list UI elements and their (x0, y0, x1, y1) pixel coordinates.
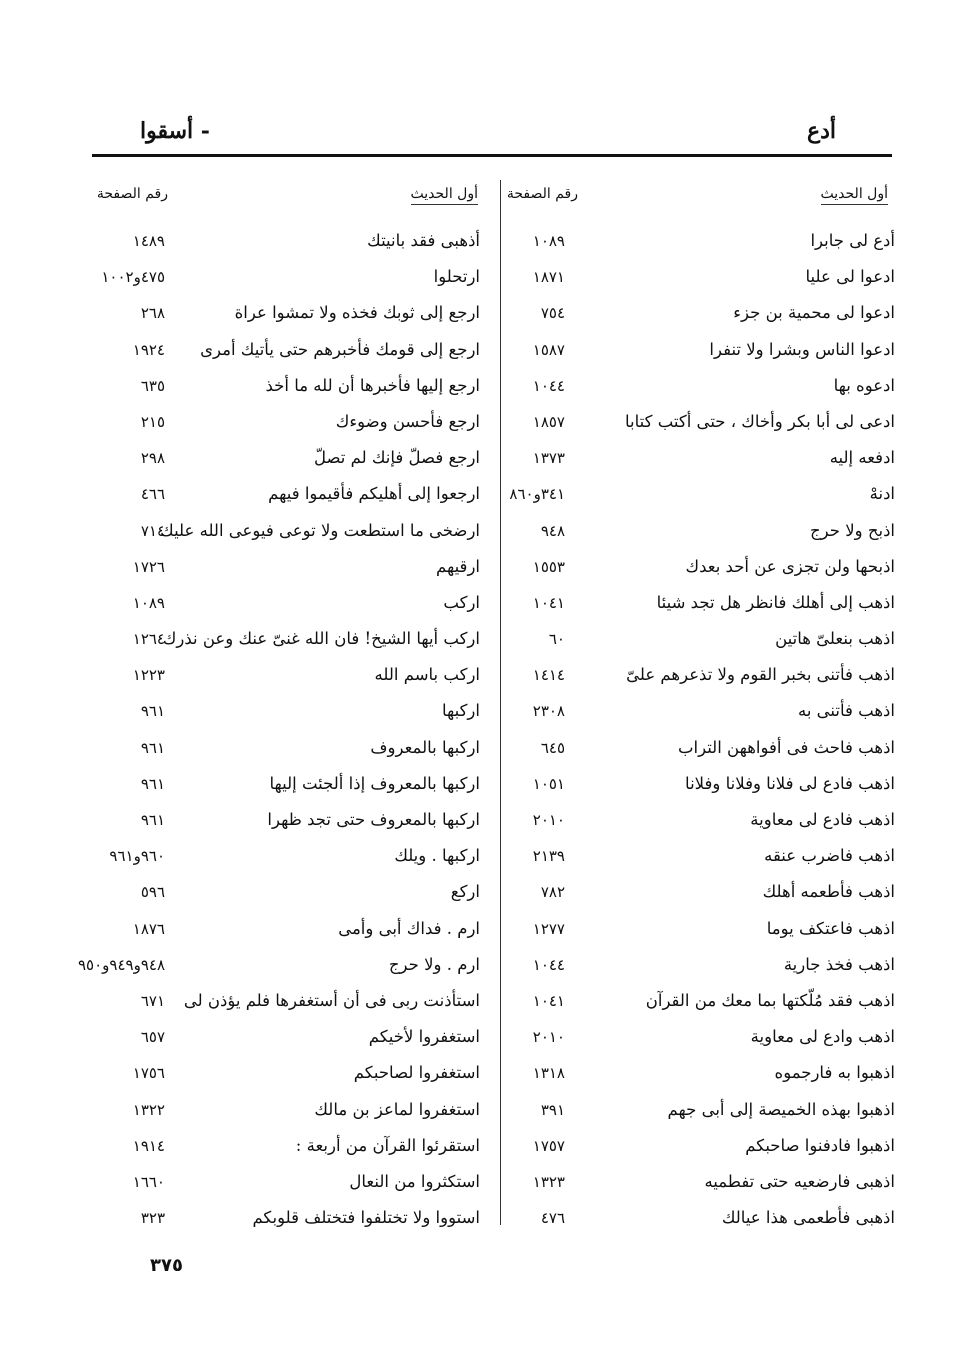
list-item (505, 621, 895, 657)
hadith-text: اذبحها ولن تجزى عن أحد بعدك (685, 556, 895, 576)
page-ref: ٢١٣٩ (532, 847, 565, 866)
hadith-text: ارم . ولا حرج (388, 954, 480, 974)
page-ref: ١٨٧٦ (132, 919, 165, 938)
hadith-text: اذهب بنعلىّ هاتين (775, 629, 895, 649)
hadith-text: اذهبى فارضعيه حتى تفطميه (704, 1171, 895, 1191)
list-item (90, 585, 490, 621)
hadith-text: استقرئوا القرآن من أربعة : (295, 1135, 480, 1155)
hadith-text: اذهب فخذ جارية (783, 954, 895, 974)
list-item (90, 259, 490, 295)
hadith-text: ارم . فداك أبى وأمى (338, 918, 480, 938)
hadith-text: اذهبوا به فارجموه (774, 1063, 895, 1083)
page-ref: ٧١٤ (140, 521, 165, 540)
left-index-list (77, 223, 490, 1236)
page-ref: ٦٠ (548, 630, 565, 649)
list-item (505, 657, 895, 693)
header-start-word: أدع (806, 118, 836, 144)
list-item (505, 874, 895, 910)
hadith-text: ارجعوا إلى أهليكم فأقيموا فيهم (268, 484, 480, 504)
list-item (505, 440, 895, 476)
list-item (90, 1128, 490, 1164)
page-ref: ٦٧١ (140, 991, 165, 1010)
hadith-text: ارجع إلى ثوبك فخذه ولا تمشوا عراة (234, 303, 480, 323)
page-ref: ١٠٤١ (532, 991, 565, 1010)
page-ref: ١٠٥١ (532, 774, 565, 793)
hadith-text: اذهب فأتنى به (797, 701, 895, 721)
page-ref: ١٩٢٤ (132, 340, 165, 359)
page-ref: ٩٦١ (140, 774, 165, 793)
list-item (505, 693, 895, 729)
list-item (505, 259, 895, 295)
hadith-text: استغفروا لماعز بن مالك (314, 1099, 480, 1119)
list-item (90, 440, 490, 476)
page-ref: ١٠٤١ (532, 593, 565, 612)
page-ref: ١٦٦٠ (132, 1172, 165, 1191)
hadith-text: ارجع فصلّ فإنك لم تصلّ (313, 448, 480, 468)
left-column-hadith-heading: أول الحديث (411, 186, 478, 205)
hadith-text: أدع لى جابرا (810, 231, 895, 250)
list-item (90, 1200, 490, 1236)
hadith-text: اذهبى فأطعمى هذا عيالك (721, 1208, 895, 1228)
list-item (90, 1164, 490, 1200)
hadith-text: ارتحلوا (433, 267, 480, 287)
page-ref: ١٠٨٩ (132, 593, 165, 612)
page-ref: ٤٧٥و١٠٠٢ (101, 268, 165, 287)
hadith-text: اركبها بالمعروف (370, 737, 480, 757)
hadith-text: اذهب فاضرب عنقه (764, 846, 895, 866)
hadith-text: اذهب إلى أهلك فانظر هل تجد شيئا (656, 592, 895, 612)
list-item (90, 621, 490, 657)
list-item (90, 911, 490, 947)
list-item (90, 549, 490, 585)
page-ref: ٦٣٥ (140, 376, 165, 395)
list-item (90, 1055, 490, 1091)
page-ref: ١٣٢٣ (532, 1172, 565, 1191)
list-item (505, 368, 895, 404)
left-column-page-heading: رقم الصفحة (96, 186, 168, 202)
hadith-text: اركب أيها الشيخ! فان الله غنىّ عنك وعن نذرك (162, 629, 480, 649)
page-ref: ١٤١٤ (532, 666, 565, 685)
hadith-text: اذهبوا بهذه الخميصة إلى أبى جهم (667, 1099, 895, 1119)
list-item (90, 766, 490, 802)
list-item (90, 332, 490, 368)
page-ref: ١٩١٤ (132, 1136, 165, 1155)
hadith-text: أذهبى فقد بانيتك (367, 231, 480, 250)
list-item (505, 1092, 895, 1128)
hadith-text: ادعوا الناس وبشرا ولا تنفرا (709, 339, 895, 359)
list-item (505, 513, 895, 549)
page-ref: ٩٤٨ (540, 521, 565, 540)
page-ref: ١٤٨٩ (132, 232, 165, 250)
hadith-text: اذهب فاحث فى أفواههن التراب (677, 737, 895, 757)
hadith-text: اذهب فادع لى معاوية (750, 810, 895, 829)
page-ref: ١٣٧٣ (532, 449, 565, 468)
hadith-text: اركبها . ويلك (394, 846, 480, 866)
list-item (505, 730, 895, 766)
hadith-text: اركبها (441, 701, 480, 721)
page-ref: ٢٩٨ (140, 449, 165, 468)
hadith-text: اذهب فأتنى بخبر القوم ولا تذعرهم علىّ (626, 665, 895, 685)
list-item (505, 838, 895, 874)
list-item (90, 513, 490, 549)
page-ref: ١٨٥٧ (532, 412, 565, 431)
list-item (505, 911, 895, 947)
hadith-text: ادعوه بها (833, 375, 895, 395)
hadith-text: ارجع فأحسن وضوءك (335, 411, 480, 431)
page-ref: ٣٩١ (540, 1100, 565, 1119)
hadith-text: استغفروا لأخيكم (368, 1027, 480, 1047)
list-item (90, 1019, 490, 1055)
page-ref: ٩٦٠و٩٦١ (109, 847, 165, 866)
hadith-text: ادعوا لى محمية بن جزء (733, 303, 895, 323)
list-item (90, 223, 490, 259)
hadith-text: اركب (443, 592, 480, 612)
list-item (505, 332, 895, 368)
list-item (90, 802, 490, 838)
list-item (505, 476, 895, 512)
page-ref: ٢٠١٠ (532, 1028, 565, 1047)
list-item (505, 766, 895, 802)
hadith-text: ادفعه إليه (829, 448, 895, 468)
list-item (505, 1019, 895, 1055)
header-rule (92, 154, 892, 157)
list-item (77, 947, 490, 983)
page-ref: ٣٢٣ (140, 1209, 165, 1228)
list-item (505, 947, 895, 983)
page-number: ٣٧٥ (150, 1255, 183, 1276)
page-ref: ٩٦١ (140, 702, 165, 721)
list-item (90, 693, 490, 729)
page-ref: ٢٦٨ (140, 304, 165, 323)
list-item (505, 1200, 895, 1236)
page-ref: ١٧٢٦ (132, 557, 165, 576)
list-item (90, 295, 490, 331)
hadith-text: اذهبوا فادفنوا صاحبكم (745, 1135, 895, 1155)
list-item (505, 802, 895, 838)
page-ref: ٧٥٤ (540, 304, 565, 323)
page-ref: ٧٨٢ (540, 883, 565, 902)
page-ref: ٤٧٦ (540, 1209, 565, 1228)
list-item (90, 368, 490, 404)
page-ref: ٢٣٠٨ (532, 702, 565, 721)
page-ref: ١٨٧١ (532, 268, 565, 287)
page-ref: ٢١٥ (140, 412, 165, 431)
page-ref: ٦٤٥ (540, 738, 565, 757)
hadith-text: اذهب فادع لى فلانا وفلانا وفلانا (685, 773, 895, 793)
hadith-text: ادعى لى أبا بكر وأخاك ، حتى أكتب كتابا (624, 411, 895, 431)
page-ref: ٢٠١٠ (532, 811, 565, 829)
page-ref: ٤٦٦ (140, 485, 165, 504)
page-ref: ١٣١٨ (532, 1064, 565, 1083)
hadith-text: اركبها بالمعروف إذا ألجئت إليها (269, 773, 480, 793)
hadith-text: ارجع إلى قومك فأخبرهم حتى يأتيك أمرى (200, 339, 480, 359)
list-item (90, 404, 490, 440)
page-ref: ١٢٢٣ (132, 666, 165, 685)
page-ref: ١٠٤٤ (532, 955, 565, 974)
header-end-word: - أسقوا (140, 118, 210, 144)
hadith-text: استكثروا من النعال (349, 1171, 480, 1191)
page-ref: ١٧٥٦ (132, 1064, 165, 1083)
page-ref: ١٠٨٩ (532, 232, 565, 250)
hadith-text: اذهب فأطعمه أهلك (762, 882, 895, 902)
right-index-list (505, 223, 895, 1236)
page-ref: ٩٦١ (140, 811, 165, 829)
hadith-text: استغفروا لصاحبكم (353, 1063, 480, 1083)
hadith-text: استأذنت ربى فى أن أستغفرها فلم يؤذن لى (183, 990, 480, 1010)
list-item (90, 1092, 490, 1128)
list-item (90, 874, 490, 910)
hadith-text: اركبها بالمعروف حتى تجد ظهرا (267, 810, 480, 829)
hadith-text: ارقيهم (435, 556, 480, 576)
page-ref: ١٧٥٧ (532, 1136, 565, 1155)
page-ref: ٩٤٨و٩٤٩و٩٥٠ (77, 955, 165, 974)
hadith-text: ارضخى ما استطعت ولا توعى فيوعى الله عليك (160, 520, 480, 540)
right-column-page-heading: رقم الصفحة (506, 186, 578, 202)
list-item (90, 657, 490, 693)
page-ref: ١٠٤٤ (532, 376, 565, 395)
list-item (505, 1128, 895, 1164)
page-ref: ٥٩٦ (140, 883, 165, 902)
page-ref: ٦٥٧ (140, 1028, 165, 1047)
list-item (505, 549, 895, 585)
hadith-text: ارجع إليها فأخبرها أن لله ما أخذ (265, 375, 480, 395)
hadith-text: استووا ولا تختلفوا فتختلف قلوبكم (252, 1208, 480, 1228)
list-item (90, 730, 490, 766)
list-item (505, 1055, 895, 1091)
list-item (505, 1164, 895, 1200)
list-item (90, 983, 490, 1019)
hadith-text: ادعوا لى عليا (805, 267, 895, 287)
hadith-text: اذبح ولا حرج (810, 520, 895, 540)
list-item (90, 476, 490, 512)
page-ref: ١٥٨٧ (532, 340, 565, 359)
hadith-text: اركع (450, 882, 480, 902)
hadith-text: اذهب وادع لى معاوية (750, 1027, 895, 1047)
page-ref: ٣٤١و٨٦٠ (509, 485, 565, 504)
page-ref: ١٣٢٢ (132, 1100, 165, 1119)
list-item (90, 838, 490, 874)
page-ref: ١٢٦٤ (132, 630, 165, 649)
list-item (505, 404, 895, 440)
list-item (505, 983, 895, 1019)
list-item (505, 295, 895, 331)
hadith-text: اذهب فاعتكف يوما (766, 918, 895, 938)
page-ref: ٩٦١ (140, 738, 165, 757)
page-ref: ١٥٥٣ (532, 557, 565, 576)
list-item (505, 223, 895, 259)
right-column-hadith-heading: أول الحديث (821, 186, 888, 205)
page-ref: ١٢٧٧ (532, 919, 565, 938)
hadith-text: ادنهْ (869, 484, 895, 504)
column-divider (500, 180, 501, 1225)
hadith-text: اذهب فقد مُلّكتها بما معك من القرآن (645, 990, 895, 1010)
hadith-text: اركب باسم الله (374, 665, 480, 685)
list-item (505, 585, 895, 621)
